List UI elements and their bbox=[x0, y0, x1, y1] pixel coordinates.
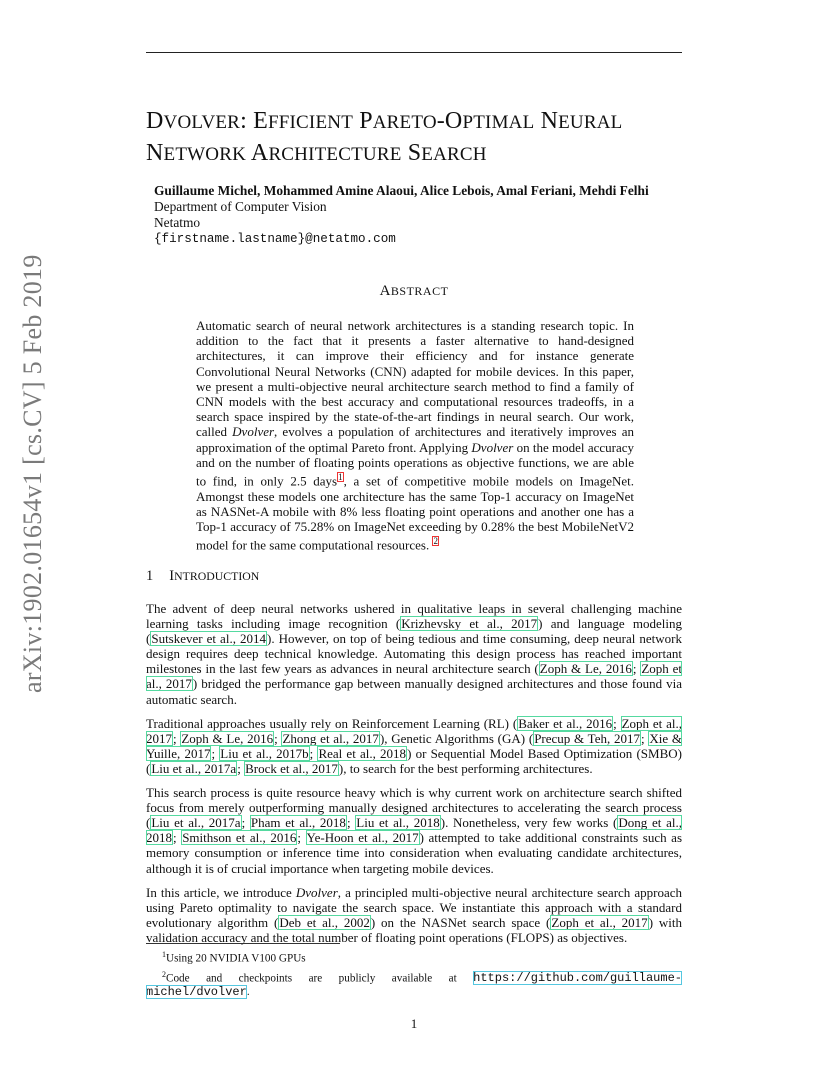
footnotes bbox=[146, 948, 682, 1001]
footnote-rule bbox=[146, 943, 340, 944]
citation-link[interactable]: Zoph et al., 2017 bbox=[146, 661, 682, 692]
page-number: 1 bbox=[410, 1016, 418, 1031]
citation-link[interactable]: Real et al., 2018 bbox=[318, 745, 407, 761]
introduction-body bbox=[146, 601, 682, 954]
author-block bbox=[154, 183, 649, 247]
title-line-1: DVOLVER: EFFICIENT PARETO-OPTIMAL NEURAL bbox=[146, 108, 623, 134]
footnote-2: $^2$Code and checkpoints are publicly available at https://github.com/guillaume-michel/dvolver. bbox=[146, 969, 682, 1000]
citation-link[interactable]: Liu et al., 2018 bbox=[356, 815, 440, 831]
section-heading-introduction: 1 INTRODUCTION bbox=[146, 568, 260, 584]
citation-link[interactable]: Liu et al., 2017b bbox=[220, 745, 309, 761]
abstract-text: Automatic search of neural network architectures is a standing research topic. In addition to the fact that it presents a faster alternative to hand-designed architectures, it can improve their efficiency and for instance generate Convolutional Neural Networks (CNN) adapted for mobile devices. In this paper, we present a multi-objective neural architecture search method to find a family of CNN models with the best accuracy and computational resources tradeoffs, in a search space inspired by the state-of-the-art findings in neural search. Our work, called Dvolver, evolves a population of architectures and iteratively improves an approximation of the optimal Pareto front. Applying Dvolver on the model accuracy and on the number of floating points operations as objective functions, we are able to find, in only 2.5 days$^1$, a set of competitive mobile models on ImageNet. Amongst these models one architecture has the same Top-1 accuracy on ImageNet as NASNet-A mobile with 8% less floating point operations and another one has a Top-1 accuracy of 75.28% on ImageNet exceeding by 0.28% the best MobileNetV2 model for the same computational resources. $^2$ bbox=[196, 318, 634, 553]
citation-link[interactable]: Liu et al., 2017a bbox=[151, 815, 241, 831]
citation-link[interactable]: Smithson et al., 2016 bbox=[182, 830, 297, 846]
citation-link[interactable]: Baker et al., 2016 bbox=[518, 715, 613, 731]
author-names: Guillaume Michel, Mohammed Amine Alaoui, Alice Lebois, Amal Feriani, Mehdi Felhi bbox=[154, 183, 649, 198]
citation-link[interactable]: Zoph et al., 2017 bbox=[551, 914, 648, 930]
arxiv-identifier-stamp: arXiv:1902.01654v1 [cs.CV] 5 Feb 2019 bbox=[18, 254, 47, 693]
dvolver-name: Dvolver bbox=[295, 884, 338, 900]
footnote-ref-2[interactable]: 2 bbox=[433, 536, 438, 547]
citation-link[interactable]: Xie & Yuille, 2017 bbox=[146, 730, 682, 761]
citation-link[interactable]: Zhong et al., 2017 bbox=[282, 730, 379, 746]
citation-link[interactable]: Dong et al., 2018 bbox=[146, 815, 682, 846]
top-rule bbox=[146, 52, 682, 53]
citation-link[interactable]: Krizhevsky et al., 2017 bbox=[401, 616, 538, 632]
dvolver-name: Dvolver bbox=[471, 439, 514, 455]
citation-link[interactable]: Precup & Teh, 2017 bbox=[534, 730, 640, 746]
citation-link[interactable]: Pham et al., 2018 bbox=[250, 815, 346, 831]
section-number: 1 bbox=[146, 568, 154, 584]
paragraph: The advent of deep neural networks ushered in qualitative leaps in several challenging machine learning tasks including image recognition (Krizhevsky et al., 2017) and language modeling (Sutskever et al., 2014). However, on top of being tedious and time consuming, deep neural network design requires deep technical knowledge. Automating this design process has reached important milestones in the last few years as advances in neural architecture search (Zoph & Le, 2016; Zoph et al., 2017) bridged the performance gap between manually designed architectures and those found via automatic search. bbox=[146, 601, 682, 707]
citation-link[interactable]: Zoph et al., 2017 bbox=[146, 715, 682, 746]
citation-link[interactable]: Zoph & Le, 2016 bbox=[539, 661, 632, 677]
citation-link[interactable]: Deb et al., 2002 bbox=[279, 914, 370, 930]
paper-title bbox=[146, 106, 706, 170]
paragraph: Traditional approaches usually rely on Reinforcement Learning (RL) (Baker et al., 2016; Zoph et al., 2017; Zoph & Le, 2016; Zhong et al., 2017), Genetic Algorithms (GA) (Precup & Teh, 2017; Xie & Yuille, 2017; Liu et al., 2017b; Real et al., 2018) or Sequential Model Based Optimization (SMBO) (Liu et al., 2017a; Brock et al., 2017), to search for the best performing architectures. bbox=[146, 715, 682, 776]
citation-link[interactable]: Ye-Hoon et al., 2017 bbox=[306, 830, 419, 846]
citation-link[interactable]: Brock et al., 2017 bbox=[245, 760, 338, 776]
title-line-2: NETWORK ARCHITECTURE SEARCH bbox=[146, 140, 487, 166]
citation-link[interactable]: Liu et al., 2017a bbox=[151, 760, 237, 776]
footnote-1: $^1$Using 20 NVIDIA V100 GPUs bbox=[162, 950, 306, 965]
author-email: {firstname.lastname}@netatmo.com bbox=[154, 232, 396, 246]
author-organization: Netatmo bbox=[154, 215, 201, 230]
paragraph: This search process is quite resource heavy which is why current work on architecture search shifted focus from merely outperforming manually designed architectures to accelerating the search process (Liu et al., 2017a; Pham et al., 2018; Liu et al., 2018). Nonetheless, very few works (Dong et al., 2018; Smithson et al., 2016; Ye-Hoon et al., 2017) attempted to take additional constraints such as memory consumption or inference time into consideration when evaluating candidate architectures, although it is of crucial importance when targeting mobile devices. bbox=[146, 785, 682, 876]
author-department: Department of Computer Vision bbox=[154, 199, 327, 214]
code-repository-link[interactable]: https://github.com/guillaume-michel/dvolver bbox=[146, 971, 682, 1000]
abstract-heading: ABSTRACT bbox=[379, 283, 449, 299]
citation-link[interactable]: Sutskever et al., 2014 bbox=[151, 631, 266, 647]
dvolver-name: Dvolver bbox=[232, 424, 275, 440]
paragraph: In this article, we introduce Dvolver, a principled multi-objective neural architecture search approach using Pareto optimality to navigate the search space. We instantiate this approach with a standard evolutionary algorithm (Deb et al., 2002) on the NASNet search space (Zoph et al., 2017) with validation accuracy and the total number of floating point operations (FLOPS) as objectives. bbox=[146, 884, 682, 945]
footnote-ref-1[interactable]: 1 bbox=[338, 472, 343, 483]
citation-link[interactable]: Zoph & Le, 2016 bbox=[181, 730, 274, 746]
